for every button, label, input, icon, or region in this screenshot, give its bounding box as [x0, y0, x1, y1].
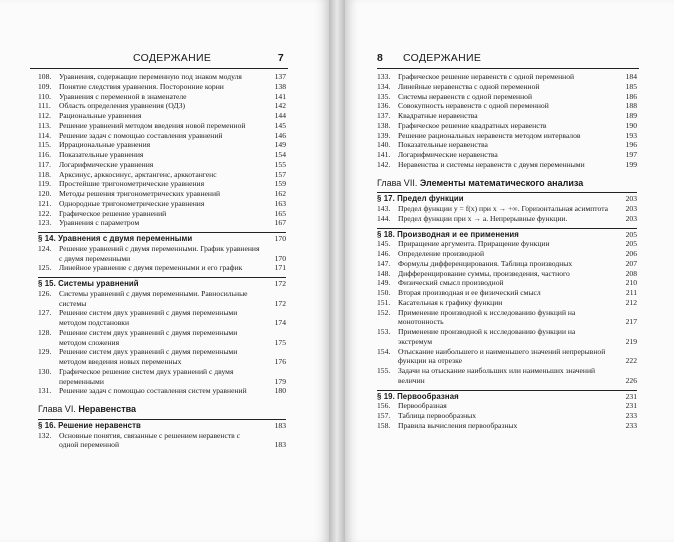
- toc-entry: [38, 218, 286, 228]
- toc-entry: [38, 179, 286, 189]
- section-heading: [38, 232, 286, 244]
- entry-number: 158.: [377, 420, 391, 430]
- toc-entry: [377, 140, 637, 150]
- entry-page: 231: [625, 401, 637, 411]
- entry-number: 121.: [38, 198, 52, 208]
- section-title: § 14. Уравнения с двумя переменными: [38, 234, 193, 243]
- entry-number: 150.: [377, 288, 391, 297]
- entry-number: 146.: [377, 249, 391, 258]
- section-title: § 15. Системы уравнений: [38, 279, 139, 288]
- entry-number: 143.: [377, 204, 391, 213]
- toc-entry: [377, 131, 637, 141]
- toc-entry: [377, 111, 637, 121]
- entry-title: Применение производной к исследованию функции на экстремум: [398, 327, 576, 346]
- section-title: § 17. Предел функции: [377, 194, 464, 204]
- entry-page: 226: [625, 375, 637, 385]
- entry-number: 144.: [377, 213, 391, 223]
- entry-number: 108.: [38, 72, 52, 81]
- entry-page: 138: [274, 81, 286, 91]
- entry-number: 125.: [38, 263, 52, 273]
- entry-number: 137.: [377, 111, 391, 120]
- chapter-title: Неравенства: [78, 404, 137, 414]
- toc-entry: [38, 328, 286, 348]
- toc-list-right: [377, 72, 637, 431]
- toc-entry: [377, 239, 637, 249]
- entry-title: Графическое решение систем двух уравнений с двумя переменными: [59, 366, 234, 386]
- entry-title: Графическое решение неравенств с одной переменной: [398, 72, 575, 81]
- toc-entry: [377, 214, 637, 224]
- entry-page: 163: [274, 198, 286, 208]
- entry-title: Системы уравнений с двумя переменными. Равносильные системы: [59, 288, 248, 308]
- book-gutter: [329, 0, 345, 542]
- toc-entry: [38, 82, 286, 92]
- entry-page: 145: [274, 120, 286, 130]
- entry-page: 203: [625, 204, 637, 213]
- toc-entry: [377, 288, 637, 298]
- entry-page: 219: [625, 336, 637, 346]
- toc-entry: [38, 209, 286, 219]
- toc-entry: [377, 366, 637, 386]
- entry-page: 211: [625, 288, 637, 297]
- entry-page: 144: [274, 111, 286, 120]
- entry-number: 115.: [38, 140, 52, 150]
- entry-number: 123.: [38, 218, 52, 228]
- toc-entry: [38, 150, 286, 160]
- toc-entry: [377, 259, 637, 269]
- toc-entry: [377, 421, 637, 431]
- entry-page: 190: [625, 120, 637, 130]
- entry-page: 196: [625, 140, 637, 150]
- entry-number: 134.: [377, 81, 391, 91]
- toc-entry: [377, 82, 637, 92]
- entry-title: Задачи на отыскание наибольших или наименьших значений величин: [398, 366, 596, 385]
- entry-title: Применение производной к исследованию функций на монотонность: [398, 307, 576, 327]
- toc-entry: [377, 150, 637, 160]
- entry-page: 149: [274, 140, 286, 150]
- toc-entry: [377, 278, 637, 288]
- entry-number: 130.: [38, 366, 52, 376]
- entry-number: 117.: [38, 159, 52, 169]
- entry-page: 233: [625, 420, 637, 430]
- entry-number: 152.: [377, 307, 391, 317]
- toc-entry: [38, 101, 286, 111]
- entry-title: Совокупность неравенств с одной переменной: [398, 101, 549, 111]
- toc-entry: [38, 160, 286, 170]
- entry-title: Простейшие тригонометрические уравнения: [59, 179, 205, 189]
- entry-number: 118.: [38, 169, 52, 179]
- entry-number: 131.: [38, 386, 52, 396]
- entry-number: 110.: [38, 91, 52, 101]
- chapter-heading: [38, 405, 286, 415]
- entry-title: Приращение аргумента. Приращение функции: [398, 239, 550, 249]
- entry-page: 157: [274, 169, 286, 179]
- entry-title: Неравенства и системы неравенств с двумя переменными: [398, 159, 585, 169]
- entry-title: Методы решения тригонометрических уравнений: [59, 189, 221, 198]
- entry-page: 183: [274, 440, 286, 450]
- entry-number: 136.: [377, 101, 391, 111]
- entry-title: Графическое решение уравнений: [59, 208, 167, 218]
- entry-title: Решение рациональных неравенств методом интервалов: [398, 130, 581, 140]
- entry-title: Таблица первообразных: [398, 411, 477, 420]
- entry-title: Отыскание наибольшего и наименьшего значений непрерывной функции на отрезке: [398, 346, 606, 366]
- toc-entry: [38, 140, 286, 150]
- entry-number: 127.: [38, 308, 52, 318]
- entry-number: 119.: [38, 179, 52, 189]
- entry-page: 162: [274, 189, 286, 198]
- toc-entry: [38, 431, 286, 451]
- entry-title: Решение задач с помощью составления уравнений: [59, 130, 223, 140]
- entry-page: 205: [625, 239, 637, 249]
- toc-entry: [38, 263, 286, 273]
- entry-number: 109.: [38, 81, 52, 91]
- running-title: СОДЕРЖАНИЕ: [403, 52, 482, 64]
- entry-number: 148.: [377, 268, 391, 278]
- toc-entry: [38, 121, 286, 131]
- entry-title: Системы неравенств с одной переменной: [398, 91, 533, 101]
- chapter-title: Элементы математического анализа: [419, 177, 584, 188]
- toc-entry: [38, 189, 286, 199]
- section-page: 203: [625, 194, 637, 204]
- entry-number: 124.: [38, 243, 52, 253]
- toc-entry: [38, 111, 286, 121]
- entry-page: 175: [274, 337, 286, 347]
- entry-page: 154: [274, 150, 286, 159]
- entry-number: 151.: [377, 297, 391, 307]
- entry-title: Вторая производная и ее физический смысл: [398, 288, 541, 297]
- page-number: 7: [277, 52, 284, 64]
- entry-number: 113.: [38, 120, 52, 130]
- entry-number: 149.: [377, 278, 391, 288]
- entry-title: Определение производной: [398, 249, 485, 258]
- chapter-heading: [377, 179, 637, 189]
- toc-entry: [38, 244, 286, 264]
- entry-page: 206: [625, 249, 637, 258]
- entry-page: 159: [274, 179, 286, 189]
- entry-number: 139.: [377, 130, 391, 140]
- entry-number: 122.: [38, 208, 52, 218]
- toc-entry: [377, 308, 637, 328]
- entry-title: Первообразная: [398, 401, 447, 411]
- toc-entry: [377, 347, 637, 367]
- section-page: 170: [274, 234, 286, 243]
- right-page-header: [377, 52, 637, 66]
- entry-number: 132.: [38, 430, 52, 440]
- entry-page: 203: [625, 213, 637, 223]
- entry-number: 147.: [377, 258, 391, 268]
- entry-number: 155.: [377, 366, 391, 375]
- entry-number: 129.: [38, 347, 52, 357]
- entry-page: 137: [274, 72, 286, 81]
- toc-entry: [377, 72, 637, 82]
- entry-title: Логарифмические неравенства: [398, 150, 498, 159]
- entry-page: 185: [625, 81, 637, 91]
- entry-title: Решение систем двух уравнений с двумя переменными методом введения новых переменных: [59, 347, 238, 366]
- entry-number: 114.: [38, 130, 52, 140]
- entry-page: 197: [625, 150, 637, 159]
- entry-number: 128.: [38, 327, 52, 337]
- entry-page: 146: [274, 130, 286, 140]
- entry-page: 170: [274, 253, 286, 263]
- section-title: § 18. Производная и ее применения: [377, 229, 519, 239]
- page-number: 8: [377, 52, 384, 64]
- entry-number: 120.: [38, 189, 52, 198]
- entry-number: 135.: [377, 91, 391, 101]
- section-title: § 16. Решение неравенств: [38, 420, 141, 430]
- entry-title: Физический смысл производной: [398, 278, 504, 288]
- entry-page: 176: [274, 357, 286, 366]
- toc-entry: [38, 347, 286, 367]
- entry-page: 167: [274, 218, 286, 228]
- entry-title: Правила вычисления первообразных: [398, 420, 518, 430]
- toc-entry: [377, 204, 637, 214]
- entry-page: 171: [274, 263, 286, 273]
- header-rule: [30, 68, 288, 69]
- entry-title: Показательные уравнения: [59, 150, 144, 159]
- entry-page: 155: [274, 159, 286, 169]
- toc-entry: [38, 72, 286, 82]
- section-heading: [377, 390, 637, 402]
- entry-title: Линейные неравенства с одной переменной: [398, 81, 540, 91]
- entry-page: 142: [274, 101, 286, 111]
- toc-entry: [377, 401, 637, 411]
- entry-page: 233: [625, 411, 637, 420]
- entry-page: 207: [625, 258, 637, 268]
- left-page-header: [38, 52, 286, 66]
- entry-page: 217: [625, 317, 637, 327]
- entry-number: 153.: [377, 327, 391, 336]
- entry-page: 179: [274, 376, 286, 386]
- entry-page: 193: [625, 130, 637, 140]
- toc-entry: [38, 131, 286, 141]
- entry-page: 141: [274, 91, 286, 101]
- toc-entry: [377, 160, 637, 170]
- entry-title: Графическое решение квадратных неравенств: [398, 120, 547, 130]
- header-rule: [377, 68, 639, 69]
- running-title: СОДЕРЖАНИЕ: [133, 52, 212, 64]
- entry-number: 142.: [377, 159, 391, 169]
- entry-number: 154.: [377, 346, 391, 356]
- entry-title: Решение систем двух уравнений с двумя переменными методом подстановки: [59, 308, 238, 327]
- section-page: 205: [625, 229, 637, 239]
- right-page: [345, 0, 674, 542]
- entry-page: 222: [625, 356, 637, 366]
- entry-number: 141.: [377, 150, 391, 159]
- entry-page: 212: [625, 297, 637, 307]
- entry-title: Основные понятия, связанные с решением неравенств с одной переменной: [59, 430, 241, 450]
- section-heading: [38, 277, 286, 289]
- entry-page: 210: [625, 278, 637, 288]
- entry-title: Квадратные неравенства: [398, 111, 478, 120]
- entry-number: 140.: [377, 140, 391, 150]
- entry-title: Предел функции y = f(x) при x → +∞. Горизонтальная асимптота: [398, 204, 608, 213]
- entry-number: 138.: [377, 120, 391, 130]
- chapter-label: Глава VI.: [38, 404, 76, 414]
- entry-page: 208: [625, 268, 637, 278]
- entry-page: 172: [274, 298, 286, 308]
- toc-entry: [377, 411, 637, 421]
- entry-title: Формулы дифференцирования. Таблица производных: [398, 258, 573, 268]
- entry-title: Решение систем двух уравнений с двумя переменными методом сложения: [59, 327, 238, 347]
- entry-title: Уравнения с параметром: [59, 218, 140, 228]
- section-heading: [377, 228, 637, 240]
- toc-entry: [377, 121, 637, 131]
- entry-title: Уравнения с переменной в знаменателе: [59, 91, 187, 101]
- left-page: [0, 0, 329, 542]
- entry-number: 111.: [38, 101, 51, 111]
- entry-number: 145.: [377, 239, 391, 249]
- toc-entry: [38, 367, 286, 387]
- entry-page: 186: [625, 91, 637, 101]
- entry-title: Касательная к графику функции: [398, 297, 503, 307]
- entry-title: Арксинус, арккосинус, арктангенс, арккотангенс: [59, 169, 217, 179]
- entry-page: 184: [625, 72, 637, 81]
- section-heading: [377, 192, 637, 204]
- entry-title: Показательные неравенства: [398, 140, 488, 150]
- entry-title: Иррациональные уравнения: [59, 140, 151, 150]
- entry-number: 112.: [38, 111, 52, 120]
- entry-title: Решение задач с помощью составления систем уравнений: [59, 386, 247, 396]
- toc-entry: [38, 92, 286, 102]
- section-page: 231: [625, 391, 637, 401]
- section-page: 172: [274, 279, 286, 288]
- toc-entry: [38, 170, 286, 180]
- toc-entry: [377, 92, 637, 102]
- entry-title: Предел функции при x → a. Непрерывные функции.: [398, 213, 568, 223]
- entry-page: 174: [274, 318, 286, 327]
- entry-title: Уравнения, содержащие переменную под знаком модуля: [59, 72, 242, 81]
- section-title: § 19. Первообразная: [377, 391, 459, 401]
- section-page: 183: [274, 420, 286, 430]
- entry-title: Решение уравнений с двумя переменными. График уравнения с двумя переменными: [59, 243, 260, 263]
- entry-title: Рациональные уравнения: [59, 111, 142, 120]
- toc-entry: [38, 289, 286, 309]
- entry-page: 180: [274, 386, 286, 396]
- toc-entry: [377, 269, 637, 279]
- chapter-label: Глава VII.: [377, 177, 418, 188]
- entry-number: 157.: [377, 411, 391, 420]
- toc-entry: [377, 298, 637, 308]
- entry-title: Линейное уравнение с двумя переменными и его график: [59, 263, 243, 273]
- toc-list-left: [38, 72, 286, 450]
- entry-page: 189: [625, 111, 637, 120]
- entry-title: Дифференцирование суммы, произведения, частного: [398, 268, 570, 278]
- entry-title: Логарифмические уравнения: [59, 159, 154, 169]
- toc-entry: [38, 386, 286, 396]
- toc-entry: [377, 327, 637, 347]
- entry-page: 199: [625, 159, 637, 169]
- entry-number: 156.: [377, 401, 391, 411]
- toc-entry: [377, 249, 637, 259]
- toc-entry: [38, 308, 286, 328]
- entry-number: 126.: [38, 288, 52, 298]
- toc-entry: [38, 199, 286, 209]
- entry-title: Понятие следствия уравнения. Посторонние корни: [59, 81, 224, 91]
- entry-number: 116.: [38, 150, 52, 159]
- entry-page: 165: [274, 208, 286, 218]
- section-heading: [38, 419, 286, 431]
- entry-title: Область определения уравнения (ОДЗ): [59, 101, 186, 111]
- entry-number: 133.: [377, 72, 391, 81]
- entry-page: 188: [625, 101, 637, 111]
- toc-entry: [377, 101, 637, 111]
- entry-title: Решение уравнений методом введения новой переменной: [59, 120, 246, 130]
- entry-title: Однородные тригонометрические уравнения: [59, 198, 205, 208]
